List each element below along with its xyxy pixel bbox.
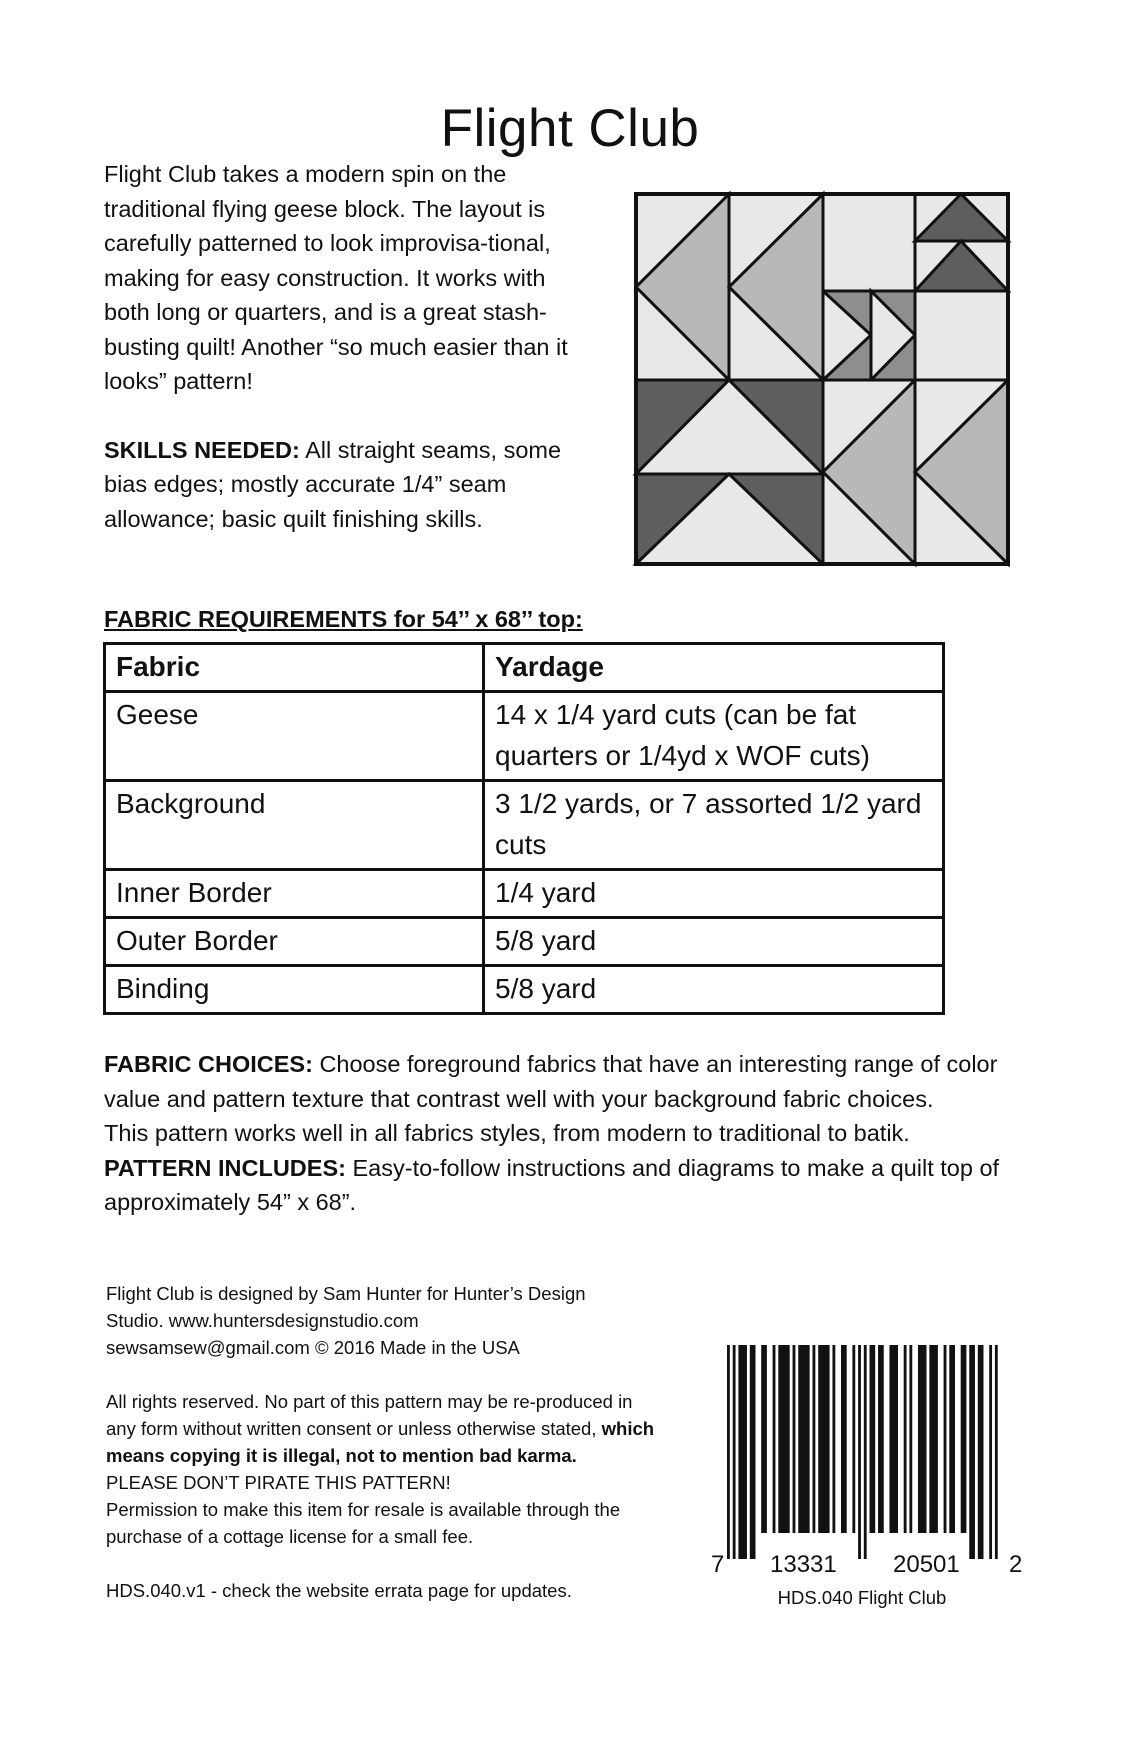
barcode-bar [878,1345,884,1533]
header-fabric: Fabric [105,644,484,692]
barcode [707,1343,1027,1578]
yardage-cell: 1/4 yard [484,870,944,918]
fabric-choices-label: FABRIC CHOICES: [104,1051,313,1077]
barcode-leading-digit: 7 [711,1551,725,1578]
barcode-bar [889,1345,898,1533]
barcode-bar [944,1345,947,1533]
fabric-choices-section [104,1047,1034,1220]
barcode-bar [793,1345,796,1533]
yardage-cell: 14 x 1/4 yard cuts (can be fat quarters or 1/4yd x WOF cuts) [484,692,944,781]
barcode-bar [858,1345,861,1559]
yardage-cell: 3 1/2 yards, or 7 assorted 1/2 yard cuts [484,781,944,870]
barcode-check-digit: 2 [1009,1551,1023,1578]
barcode-bar [852,1345,855,1533]
barcode-bar [727,1345,730,1559]
credits-section [106,1280,666,1604]
quilt-block-svg [632,190,1012,568]
barcode-bar [870,1345,876,1533]
header-yardage: Yardage [484,644,944,692]
intro-section [104,157,584,570]
barcode-bar [969,1345,975,1559]
table-row [105,692,944,781]
block-bg-r1c4c [915,291,1008,380]
pattern-includes-paragraph [104,1151,1034,1220]
table-row [105,870,944,918]
credits-line-1: Flight Club is designed by Sam Hunter for Hunter’s Design [106,1283,586,1304]
table-row [105,781,944,870]
barcode-bar [818,1345,829,1533]
pattern-includes-label: PATTERN INCLUDES: [104,1154,346,1181]
yardage-cell: 5/8 yard [484,918,944,966]
permission-text: Permission to make this item for resale is available through the purchase of a cottage license for a small fee. [106,1499,621,1547]
barcode-bar [773,1345,776,1533]
barcode-right-group: 20501 [893,1551,960,1578]
barcode-bar [761,1345,767,1533]
barcode-bar [738,1345,747,1559]
barcode-bar [995,1345,998,1559]
description-paragraph: Flight Club takes a modern spin on the traditional flying geese block. The layout is carefully patterned to look improvisa-tional, making for easy construction. It works with both long or quarters, and is a great stash-busting quilt! Another “so much easier than it looks” pattern! [104,161,568,394]
quilt-block-illustration [632,190,1012,568]
table-header-row [105,644,944,692]
skills-text: All straight seams, some bias edges; mostly accurate 1/4” seam allowance; basic quilt finishing skills. [104,436,562,532]
version-text: HDS.040.v1 - check the website errata page for updates. [106,1580,572,1601]
fabric-cell: Binding [105,966,484,1014]
fabric-requirements-heading: FABRIC REQUIREMENTS for 54’’ x 68’’ top: [104,606,583,632]
barcode-bar [841,1345,847,1533]
skills-paragraph [104,433,584,537]
table-row [105,918,944,966]
barcode-bars [707,1343,1027,1573]
barcode-bar [989,1345,992,1559]
credits-line-2: Studio. www.huntersdesignstudio.com [106,1310,419,1331]
skills-label: SKILLS NEEDED: [104,436,300,463]
barcode-bar [904,1345,907,1533]
rights-paragraph [106,1388,666,1469]
barcode-bar [778,1345,789,1533]
fabric-choices-paragraph [104,1047,1034,1116]
fabric-cell: Background [105,781,484,870]
fabric-cell: Geese [105,692,484,781]
block-bg-r1c3-top [823,194,915,291]
barcode-bar [733,1345,736,1559]
barcode-bar [949,1345,955,1533]
pirate-notice: PLEASE DON’T PIRATE THIS PATTERN! [106,1472,451,1493]
barcode-left-group: 13331 [770,1551,837,1578]
barcode-bar [961,1345,967,1533]
barcode-bar [929,1345,938,1533]
barcode-bar [978,1345,984,1559]
yardage-cell: 5/8 yard [484,966,944,1014]
barcode-bar [832,1345,835,1533]
fabric-choices-text: Choose foreground fabrics that have an interesting range of color value and pattern texture that contrast well with your background fabric choices. [104,1051,998,1112]
rights-bold-text: which means copying it is illegal, not to mention bad karma. [106,1418,655,1466]
fabric-cell: Outer Border [105,918,484,966]
credits-line-3: sewsamsew@gmail.com © 2016 Made in the USA [106,1337,520,1358]
fabric-styles-paragraph: This pattern works well in all fabrics styles, from modern to traditional to batik. [104,1120,910,1146]
rights-text: All rights reserved. No part of this pattern may be re-produced in any form without written consent or unless otherwise stated, [106,1391,633,1439]
barcode-bar [813,1345,816,1533]
table-row [105,966,944,1014]
barcode-caption: HDS.040 Flight Club [777,1587,947,1608]
pattern-includes-text: Easy-to-follow instructions and diagrams to make a quilt top of approximately 54” x 68”. [104,1154,1000,1215]
fabric-requirements-table [103,642,945,1015]
fabric-cell: Inner Border [105,870,484,918]
barcode-bar [798,1345,809,1533]
barcode-bar [750,1345,756,1559]
barcode-bar [918,1345,927,1533]
barcode-bar [864,1345,867,1559]
barcode-bar [909,1345,912,1533]
page-title: Flight Club [440,99,700,158]
